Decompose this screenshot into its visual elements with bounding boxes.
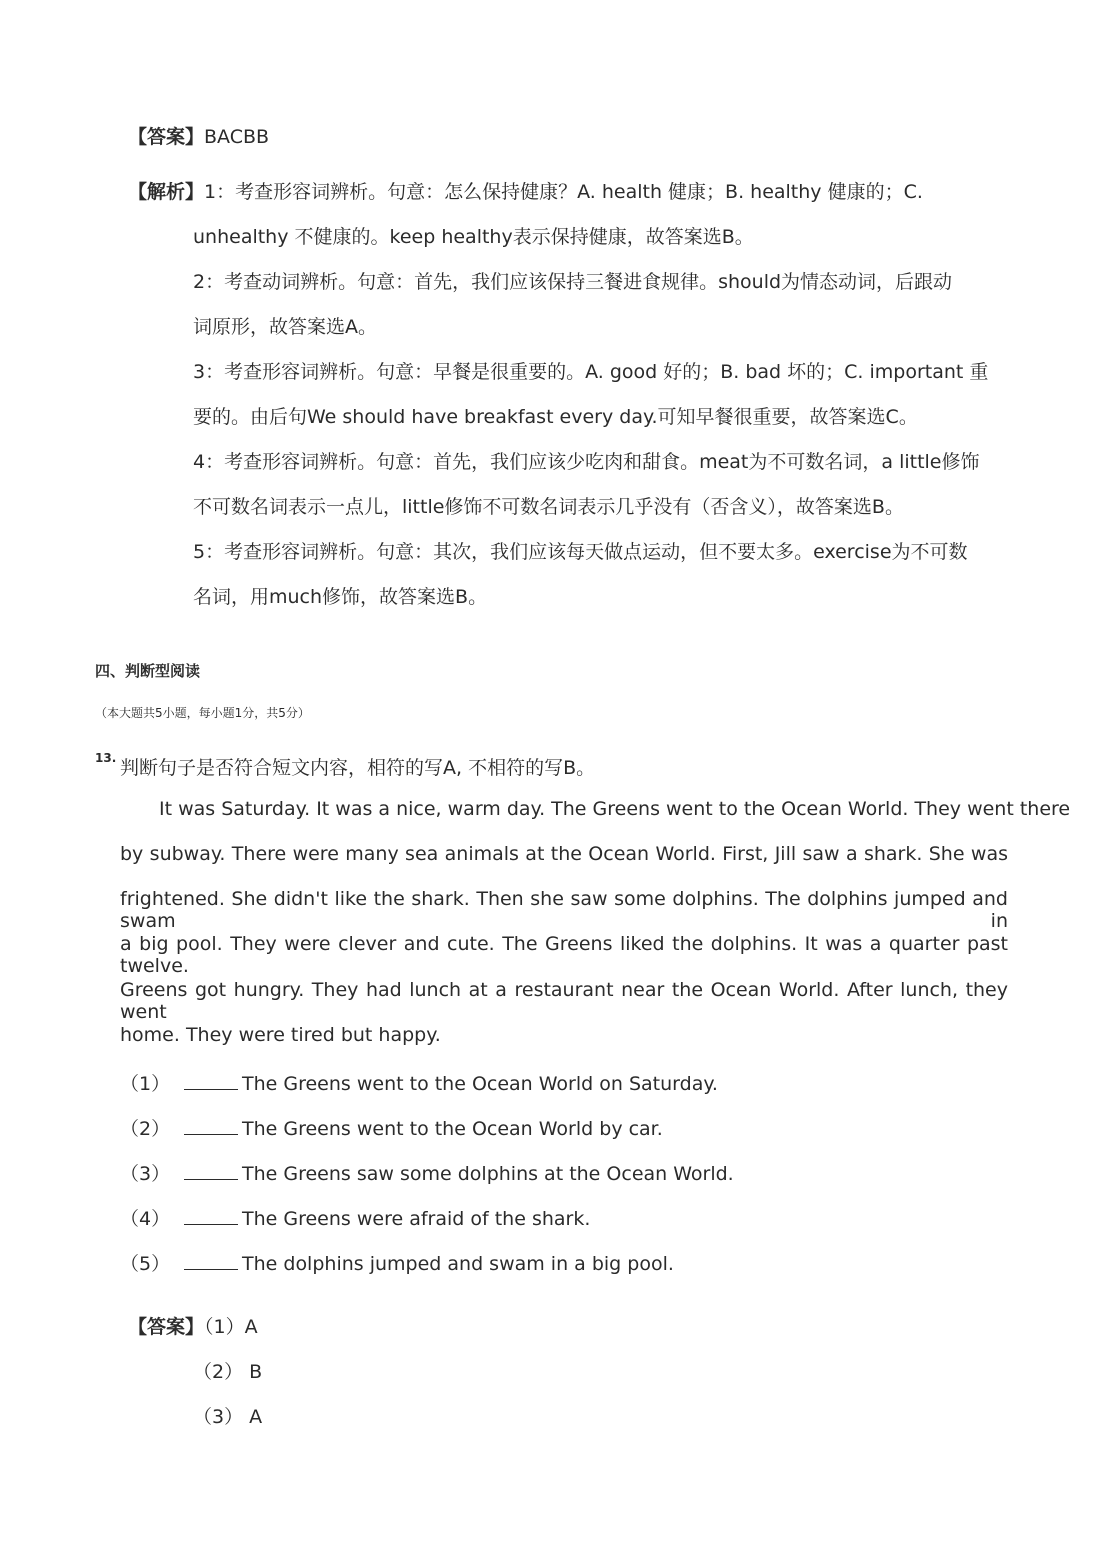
passage-line-3: frightened. She didn't like the shark. Then she saw some dolphins. The dolphins jumped and swam in: [120, 888, 1008, 932]
answer-blank[interactable]: [184, 1163, 238, 1180]
item-number: （1）: [120, 1073, 171, 1095]
question-item: [120, 1069, 718, 1096]
answer-line: （3） A: [193, 1406, 263, 1428]
item-number: （2）: [120, 1118, 171, 1140]
answer-label: 【答案】: [128, 1316, 205, 1338]
answer-blank[interactable]: [184, 1073, 238, 1090]
analysis-line-8: 不可数名词表示一点儿，little修饰不可数名词表示几乎没有（否含义），故答案选B。: [193, 496, 904, 518]
passage-line-6: home. They were tired but happy.: [120, 1024, 441, 1046]
item-number: （4）: [120, 1208, 171, 1230]
item-text: The Greens went to the Ocean World by car.: [242, 1118, 663, 1140]
section-note: （本大题共5小题，每小题1分，共5分）: [95, 706, 310, 720]
question-item: [120, 1114, 663, 1141]
item-text: The Greens were afraid of the shark.: [242, 1208, 591, 1230]
analysis-line-9: 5：考查形容词辨析。句意：其次，我们应该每天做点运动，但不要太多。exercise为不可数: [193, 541, 968, 563]
analysis-line-2: unhealthy 不健康的。keep healthy表示保持健康，故答案选B。: [193, 226, 754, 248]
analysis-line-10: 名词，用much修饰，故答案选B。: [193, 586, 488, 608]
answer-value: BACBB: [204, 126, 270, 148]
passage-line-4: a big pool. They were clever and cute. The Greens liked the dolphins. It was a quarter past twelve.: [120, 933, 1008, 977]
analysis-text: 1：考查形容词辨析。句意：怎么保持健康？A. health 健康；B. healthy 健康的；C.: [204, 181, 923, 203]
item-number: （3）: [120, 1163, 171, 1185]
question-instruction: 判断句子是否符合短文内容，相符的写A, 不相符的写B。: [120, 757, 596, 779]
question-item: [120, 1204, 590, 1231]
analysis-line-7: 4：考查形容词辨析。句意：首先，我们应该少吃肉和甜食。meat为不可数名词，a little修饰: [193, 451, 980, 473]
analysis-line-5: 3：考查形容词辨析。句意：早餐是很重要的。A. good 好的；B. bad 坏的；C. important 重: [193, 361, 989, 383]
passage-line-5: Greens got hungry. They had lunch at a restaurant near the Ocean World. After lunch, they went: [120, 979, 1008, 1023]
question-item: [120, 1159, 734, 1186]
analysis-line-4: 词原形，故答案选A。: [193, 316, 377, 338]
answer-blank[interactable]: [184, 1208, 238, 1225]
answer-value: （1）A: [204, 1316, 258, 1338]
item-text: The dolphins jumped and swam in a big pool.: [242, 1253, 674, 1275]
question-number: 13.: [95, 751, 117, 765]
item-text: The Greens saw some dolphins at the Ocean World.: [242, 1163, 734, 1185]
analysis-line-3: 2：考查动词辨析。句意：首先，我们应该保持三餐进食规律。should为情态动词，后跟动: [193, 271, 953, 293]
item-text: The Greens went to the Ocean World on Saturday.: [242, 1073, 718, 1095]
analysis-line-1: [128, 177, 923, 204]
analysis-line-6: 要的。由后句We should have breakfast every day.可知早餐很重要，故答案选C。: [193, 406, 918, 428]
passage-line-2: by subway. There were many sea animals at the Ocean World. First, Jill saw a shark. She was: [120, 843, 1008, 865]
item-number: （5）: [120, 1253, 171, 1275]
answer-line: [128, 122, 269, 149]
answer-blank[interactable]: [184, 1253, 238, 1270]
passage-line-1: It was Saturday. It was a nice, warm day. The Greens went to the Ocean World. They went there: [159, 798, 1071, 820]
answer-blank[interactable]: [184, 1118, 238, 1135]
answer-line: （2） B: [193, 1361, 263, 1383]
analysis-label: 【解析】: [128, 181, 205, 203]
answer-label: 【答案】: [128, 126, 205, 148]
answer-line: [128, 1312, 258, 1339]
question-item: [120, 1249, 674, 1276]
section-title: 四、判断型阅读: [95, 662, 201, 680]
